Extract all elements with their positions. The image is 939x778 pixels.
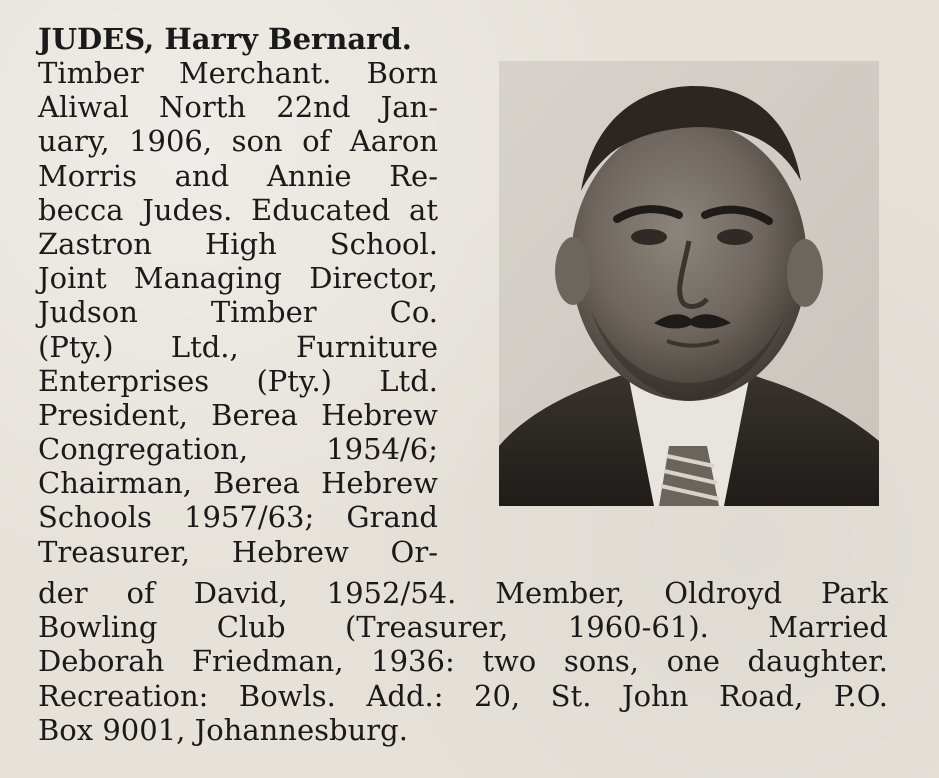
text-line: der of David, 1952/54. Member, Oldroyd Park (38, 576, 888, 610)
text-line: Morris and Annie Re- (38, 158, 438, 193)
text-line: uary, 1906, son of Aaron (38, 124, 438, 159)
text-line: Deborah Friedman, 1936: two sons, one daughter. (38, 644, 888, 679)
text-line: Enterprises (Pty.) Ltd. (38, 363, 438, 398)
text-line: President, Berea Hebrew (38, 397, 438, 432)
text-line: (Pty.) Ltd., Furniture (38, 329, 438, 364)
text-line: Recreation: Bowls. Add.: 20, St. John Road, P.O. (38, 678, 888, 713)
text-line: Bowling Club (Treasurer, 1960-61). Married (38, 610, 888, 645)
text-line: Box 9001, Johannesburg. (38, 712, 408, 747)
text-line: Chairman, Berea Hebrew (38, 466, 438, 501)
portrait-photo (499, 61, 879, 506)
text-line: Judson Timber Co. (38, 295, 438, 330)
text-line: Congregation, 1954/6; (38, 432, 438, 467)
full-width-text-block (38, 576, 888, 747)
text-line: Joint Managing Director, (38, 261, 438, 296)
text-line: Treasurer, Hebrew Or- (38, 534, 438, 569)
text-line: Timber Merchant. Born (38, 56, 438, 90)
text-line: Zastron High School. (38, 226, 438, 261)
entry-heading: JUDES, Harry Bernard. (38, 22, 412, 56)
text-line: Aliwal North 22nd Jan- (38, 90, 438, 125)
narrow-text-column (38, 56, 438, 569)
text-line: Schools 1957/63; Grand (38, 500, 438, 535)
text-line: becca Judes. Educated at (38, 192, 438, 227)
